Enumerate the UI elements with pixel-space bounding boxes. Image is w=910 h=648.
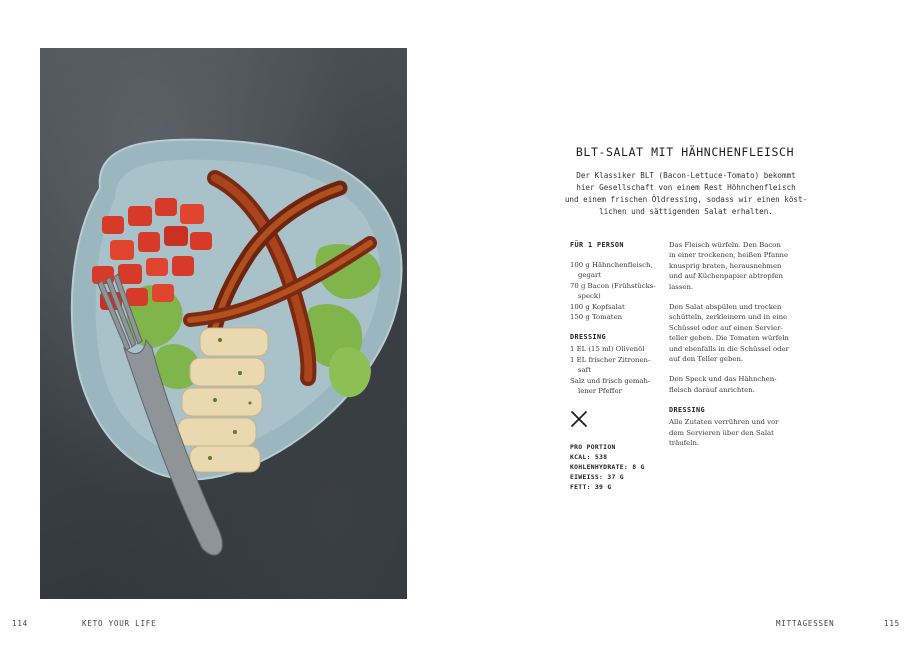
method-line: Den Speck und das Hähnchen- <box>669 375 777 384</box>
ingredient-line: 150 g Tomaten <box>570 313 623 322</box>
method-step <box>669 240 804 292</box>
left-running-head: KETO YOUR LIFE <box>82 619 157 628</box>
servings-heading: FÜR 1 PERSON <box>570 241 624 249</box>
ingredients-column <box>570 240 665 492</box>
intro-line: und einem frischen Öldressing, sodass wir einen köst- <box>564 195 808 204</box>
ingredient-line: 1 EL frischer Zitronen- <box>570 355 651 364</box>
method-column <box>669 240 804 449</box>
method-line: fleisch darauf anrichten. <box>669 385 755 394</box>
ingredient-line: 100 g Kopfsalat <box>570 302 625 311</box>
ingredient-list <box>570 260 665 322</box>
nutrition-info <box>570 442 665 492</box>
method-line: träufeln. <box>669 439 700 448</box>
method-line: und ebenfalls in die Schüssel oder <box>669 344 789 353</box>
recipe-intro <box>560 170 812 218</box>
nutrition-line: KOHLENHYDRATE: 8 G <box>570 463 645 472</box>
method-line: knusprig braten, herausnehmen <box>669 261 782 270</box>
ingredient-line: speck) <box>578 292 601 301</box>
recipe-title: BLT-SALAT MIT HÄHNCHENFLEISCH <box>575 145 795 159</box>
nutrition-line: KCAL: 538 <box>570 453 608 462</box>
method-line: Schüssel oder auf einen Servier- <box>669 323 783 332</box>
salad-plate-illustration <box>40 48 407 599</box>
method-line: Das Fleisch würfeln. Den Bacon <box>669 241 781 249</box>
intro-line: Der Klassiker BLT (Bacon-Lettuce-Tomato) bekommt <box>576 171 796 180</box>
dressing-method-heading: DRESSING <box>669 406 705 415</box>
ingredient-line: Salz und frisch gemah- <box>570 376 651 385</box>
method-line: teller geben. Die Tomaten würfeln <box>669 334 789 343</box>
intro-line: hier Gesellschaft von einem Rest Höhnchenfleisch <box>576 183 796 192</box>
nutrition-line: EIWEISS: 37 G <box>570 473 624 482</box>
method-line: auf den Teller geben. <box>669 355 744 364</box>
ingredient-line: lener Pfeffer <box>578 387 622 396</box>
ingredient-line: 1 EL (15 ml) Olivenöl <box>570 345 645 354</box>
method-step <box>669 302 804 364</box>
method-line: und auf Küchenpapier abtropfen <box>669 272 783 281</box>
intro-line: lichen und sättigenden Salat erhalten. <box>599 207 773 216</box>
ingredient-line: 100 g Hähnchenfleisch, <box>570 261 653 269</box>
dressing-method-step <box>669 417 804 448</box>
cross-icon <box>570 410 588 428</box>
dressing-heading: DRESSING <box>570 333 606 342</box>
ingredient-line: 70 g Bacon (Frühstücks- <box>570 281 656 290</box>
method-line: Den Salat abspülen und trocken <box>669 303 782 312</box>
method-line: Alle Zutaten verrühren und vor <box>669 418 779 427</box>
dressing-ingredient-list <box>570 344 665 396</box>
right-page-number: 115 <box>884 619 900 628</box>
recipe-photo <box>40 48 407 599</box>
nutrition-line: FETT: 39 G <box>570 483 612 492</box>
ingredient-line: saft <box>578 366 591 375</box>
method-step <box>669 374 804 395</box>
method-line: lassen. <box>669 282 694 291</box>
nutrition-line: PRO PORTION <box>570 443 616 452</box>
method-line: in einer trockenen, heißen Pfanne <box>669 251 789 260</box>
ingredient-line: gegart <box>578 271 602 280</box>
right-running-head: MITTAGESSEN <box>776 619 835 628</box>
left-page-number: 114 <box>12 619 28 628</box>
method-line: dem Servieren über den Salat <box>669 428 774 437</box>
method-line: schütteln, zerkleinern und in eine <box>669 313 788 322</box>
